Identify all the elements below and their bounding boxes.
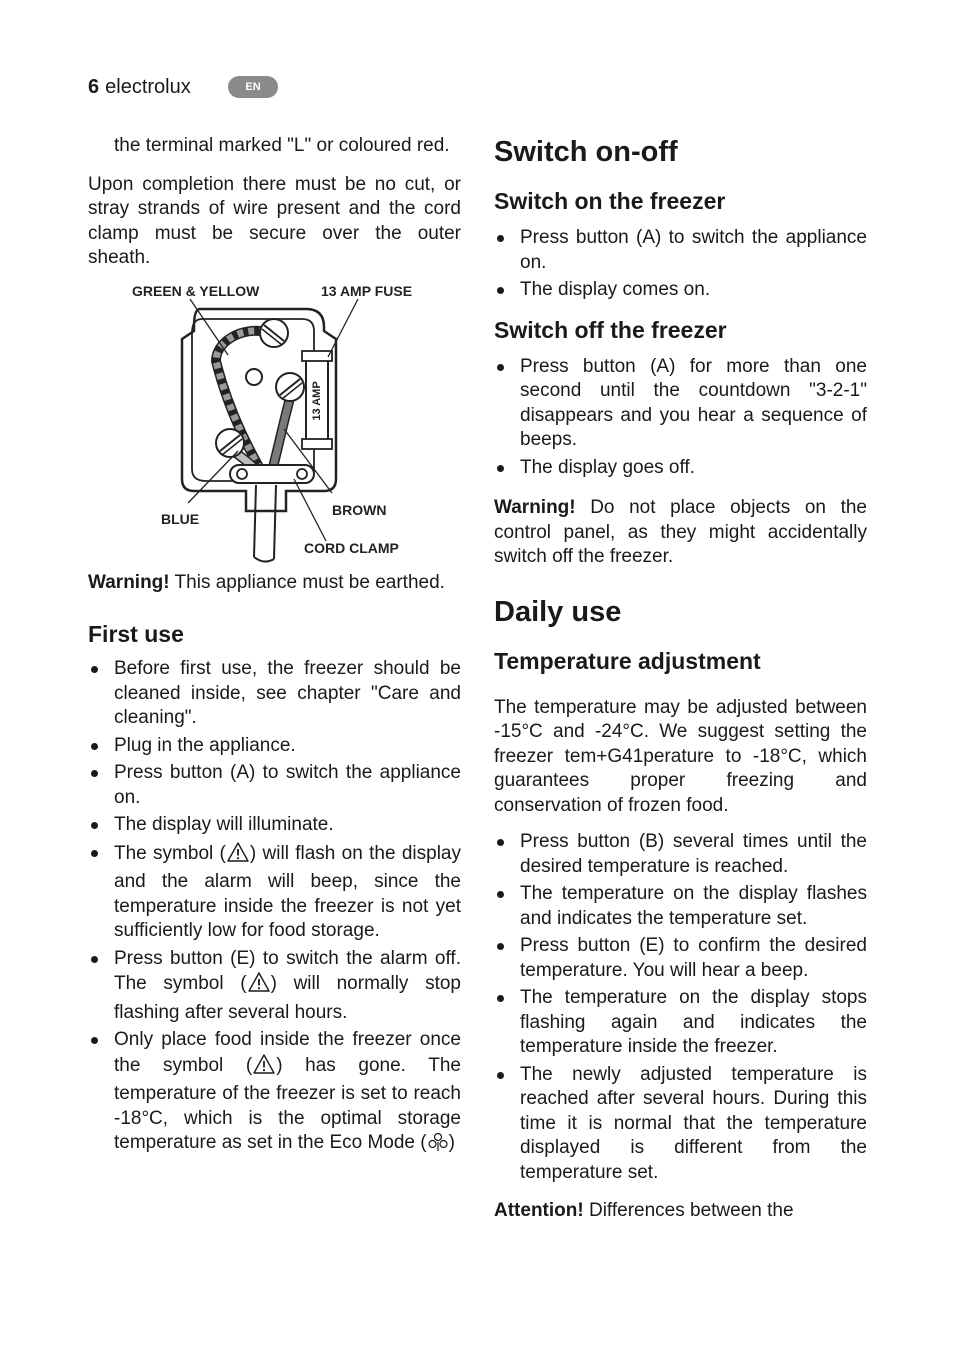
item-text: The symbol ( [114,842,226,864]
list-item: Press button (B) several times until the desired temperature is reached. [494,830,867,879]
eco-mode-icon [427,1132,449,1160]
daily-use-heading: Daily use [494,595,622,628]
item-text: Only place food inside the freezer once the symbol ( [114,1029,461,1076]
earth-warning [88,571,461,596]
temperature-intro: The temperature may be adjusted between -15°C and -24°C. We suggest setting the freezer tem+G41perature to -18°C, which guarantees proper freezing and conservation of frozen food. [494,696,867,816]
switch-off-list [494,355,867,481]
language-badge: EN [228,76,278,98]
continued-text: the terminal marked "L" or coloured red. [114,135,450,156]
label-fuse: 13 AMP FUSE [321,282,413,299]
page-header [88,74,261,100]
list-item: The display goes off. [494,456,867,481]
list-item: The display will illuminate. [88,813,461,838]
list-item: Press button (A) for more than one second until the countdown "3-2-1" disappears and you hear a sequence of beeps. [494,355,867,453]
warning-triangle-icon [247,971,271,1001]
list-item [88,947,461,1026]
plug-wiring-diagram [88,279,461,565]
warning-text: This appliance must be earthed. [169,571,445,593]
attention-note [494,1199,867,1224]
warning-triangle-icon [226,841,250,871]
list-item: Press button (E) to confirm the desired temperature. You will hear a beep. [494,934,867,983]
warning-label: Warning! [494,497,576,518]
warning-text: Do not place objects on the control panel, as they might accidentally switch off the freezer. [494,497,867,567]
item-text: Press button (E) to switch the alarm off. The symbol ( [114,947,461,994]
list-item: Plug in the appliance. [88,734,461,759]
attention-label: Attention! [494,1200,584,1221]
switch-on-heading: Switch on the freezer [494,188,726,214]
list-item: The display comes on. [494,278,867,303]
page-number: 6 [88,75,100,98]
fuse-body-label: 13 AMP [311,380,323,421]
label-blue: BLUE [161,510,200,527]
plug-illustration [88,279,461,565]
item-text: ) [448,1132,455,1153]
temperature-heading: Temperature adjustment [494,647,761,674]
attention-text: Differences between the [583,1200,794,1221]
list-item: Press button (A) to switch the appliance on. [494,226,867,275]
list-item [88,1028,461,1160]
list-item: Press button (A) to switch the appliance on. [88,761,461,810]
panel-warning [494,496,867,570]
switch-off-heading: Switch off the freezer [494,316,727,343]
list-item: The temperature on the display flashes and indicates the temperature set. [494,882,867,931]
temperature-list [494,830,867,1185]
first-use-list [88,657,461,1160]
label-cord-clamp: CORD CLAMP [304,539,399,556]
switch-on-off-heading: Switch on-off [494,136,678,168]
switch-on-list [494,226,867,303]
brand-name: electrolux [105,75,191,98]
list-item: The temperature on the display stops flashing again and indicates the temperature inside the freezer. [494,986,867,1060]
label-brown: BROWN [332,501,387,518]
list-item: The newly adjusted temperature is reached after several hours. During this time it is normal that the temperature displayed is different from the temperature set. [494,1063,867,1186]
label-green-yellow: GREEN & YELLOW [132,282,260,299]
warning-triangle-icon [252,1053,276,1083]
list-item: Before first use, the freezer should be cleaned inside, see chapter "Care and cleaning". [88,657,461,731]
completion-text: Upon completion there must be no cut, or stray strands of wire present and the cord clamp must be secure over the outer sheath. [88,173,461,268]
right-column [494,134,867,1224]
first-use-heading: First use [88,621,184,647]
warning-label: Warning! [88,571,170,593]
item-text: ) will normally stop flashing after several hours. [114,973,461,1023]
list-item [88,841,461,944]
item-text: ) will flash on the display and the alarm will beep, since the temperature inside the freezer is not yet sufficiently low for food storage. [114,842,461,941]
left-column [88,134,461,1163]
item-text: ) has gone. The temperature of the freezer is set to reach -18°C, which is the optimal storage temperature as set in the Eco Mode ( [114,1054,461,1153]
